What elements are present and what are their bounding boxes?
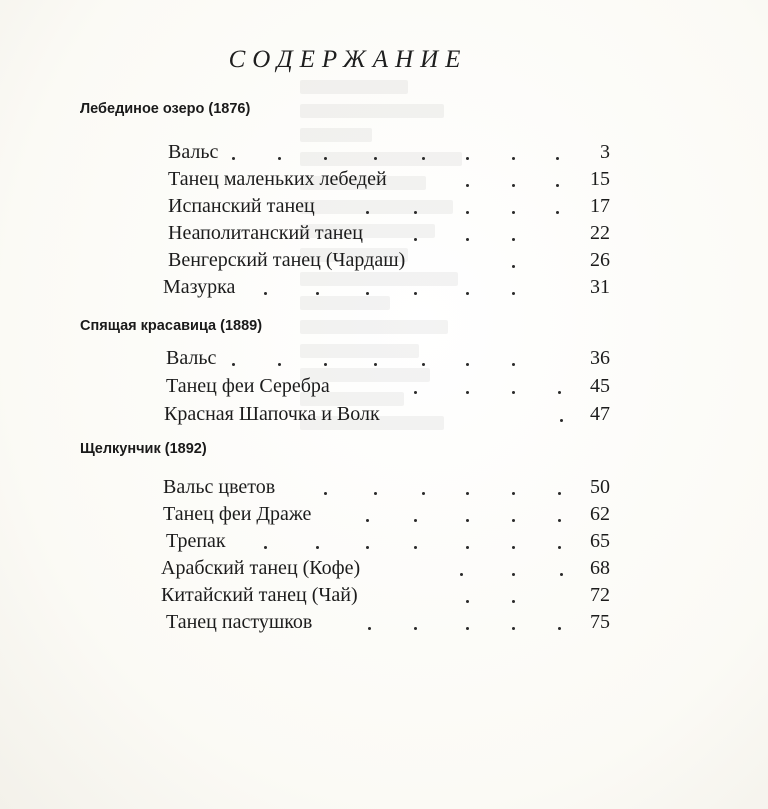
toc-entry-page: 45 bbox=[590, 375, 610, 397]
toc-entry-title: Вальс цветов bbox=[163, 476, 276, 498]
toc-entry-page: 72 bbox=[590, 584, 610, 606]
section-title-sleeping-beauty: Спящая красавица (1889) bbox=[80, 318, 263, 334]
leader-dots bbox=[160, 141, 580, 167]
toc-entry[interactable] bbox=[0, 476, 768, 502]
toc-entry-page: 31 bbox=[590, 276, 610, 298]
toc-entry[interactable] bbox=[0, 347, 768, 373]
toc-entry-page: 15 bbox=[590, 168, 610, 190]
toc-entry-title: Танец феи Драже bbox=[163, 503, 312, 525]
leader-dots bbox=[160, 347, 580, 373]
toc-entry-title: Арабский танец (Кофе) bbox=[161, 557, 361, 579]
toc-entry-title: Китайский танец (Чай) bbox=[161, 584, 358, 606]
toc-entry-title: Вальс bbox=[166, 347, 217, 369]
toc-entry[interactable] bbox=[0, 249, 768, 275]
toc-entry[interactable] bbox=[0, 530, 768, 556]
toc-entry[interactable] bbox=[0, 503, 768, 529]
toc-entry[interactable] bbox=[0, 222, 768, 248]
toc-entry-title: Испанский танец bbox=[168, 195, 315, 217]
toc-entry[interactable] bbox=[0, 276, 768, 302]
toc-entry[interactable] bbox=[0, 611, 768, 637]
leader-dots bbox=[160, 222, 580, 248]
leader-dots bbox=[160, 557, 580, 583]
toc-entry-page: 68 bbox=[590, 557, 610, 579]
leader-dots bbox=[160, 168, 580, 194]
leader-dots bbox=[160, 375, 580, 401]
toc-entry-page: 75 bbox=[590, 611, 610, 633]
page-title: СОДЕРЖАНИЕ bbox=[228, 46, 468, 73]
toc-entry-title: Танец маленьких лебедей bbox=[168, 168, 387, 190]
toc-entry-page: 22 bbox=[590, 222, 610, 244]
toc-entry-title: Танец феи Серебра bbox=[166, 375, 330, 397]
leader-dots bbox=[160, 195, 580, 221]
section-title-swan-lake: Лебединое озеро (1876) bbox=[80, 101, 251, 117]
toc-entry-page: 17 bbox=[590, 195, 610, 217]
toc-entry[interactable] bbox=[0, 584, 768, 610]
toc-entry-page: 65 bbox=[590, 530, 610, 552]
toc-entry-title: Танец пастушков bbox=[166, 611, 313, 633]
leader-dots bbox=[160, 503, 580, 529]
toc-entry-page: 50 bbox=[590, 476, 610, 498]
leader-dots bbox=[160, 584, 580, 610]
section-title-nutcracker: Щелкунчик (1892) bbox=[80, 441, 207, 457]
toc-entry[interactable] bbox=[0, 195, 768, 221]
leader-dots bbox=[160, 611, 580, 637]
toc-entry[interactable] bbox=[0, 141, 768, 167]
toc-entry-title: Красная Шапочка и Волк bbox=[164, 403, 380, 425]
toc-entry[interactable] bbox=[0, 557, 768, 583]
leader-dots bbox=[160, 249, 580, 275]
toc-entry[interactable] bbox=[0, 403, 768, 429]
toc-entry-page: 36 bbox=[590, 347, 610, 369]
leader-dots bbox=[160, 403, 580, 429]
leader-dots bbox=[160, 476, 580, 502]
toc-entry-title: Венгерский танец (Чардаш) bbox=[168, 249, 406, 271]
toc-entry-title: Неаполитанский танец bbox=[168, 222, 364, 244]
leader-dots bbox=[160, 276, 580, 302]
toc-entry-page: 3 bbox=[600, 141, 610, 163]
toc-entry-page: 26 bbox=[590, 249, 610, 271]
toc-entry[interactable] bbox=[0, 375, 768, 401]
toc-entry-title: Трепак bbox=[166, 530, 226, 552]
leader-dots bbox=[160, 530, 580, 556]
toc-entry-page: 47 bbox=[590, 403, 610, 425]
toc-entry[interactable] bbox=[0, 168, 768, 194]
toc-entry-title: Вальс bbox=[168, 141, 219, 163]
toc-entry-page: 62 bbox=[590, 503, 610, 525]
toc-entry-title: Мазурка bbox=[163, 276, 236, 298]
